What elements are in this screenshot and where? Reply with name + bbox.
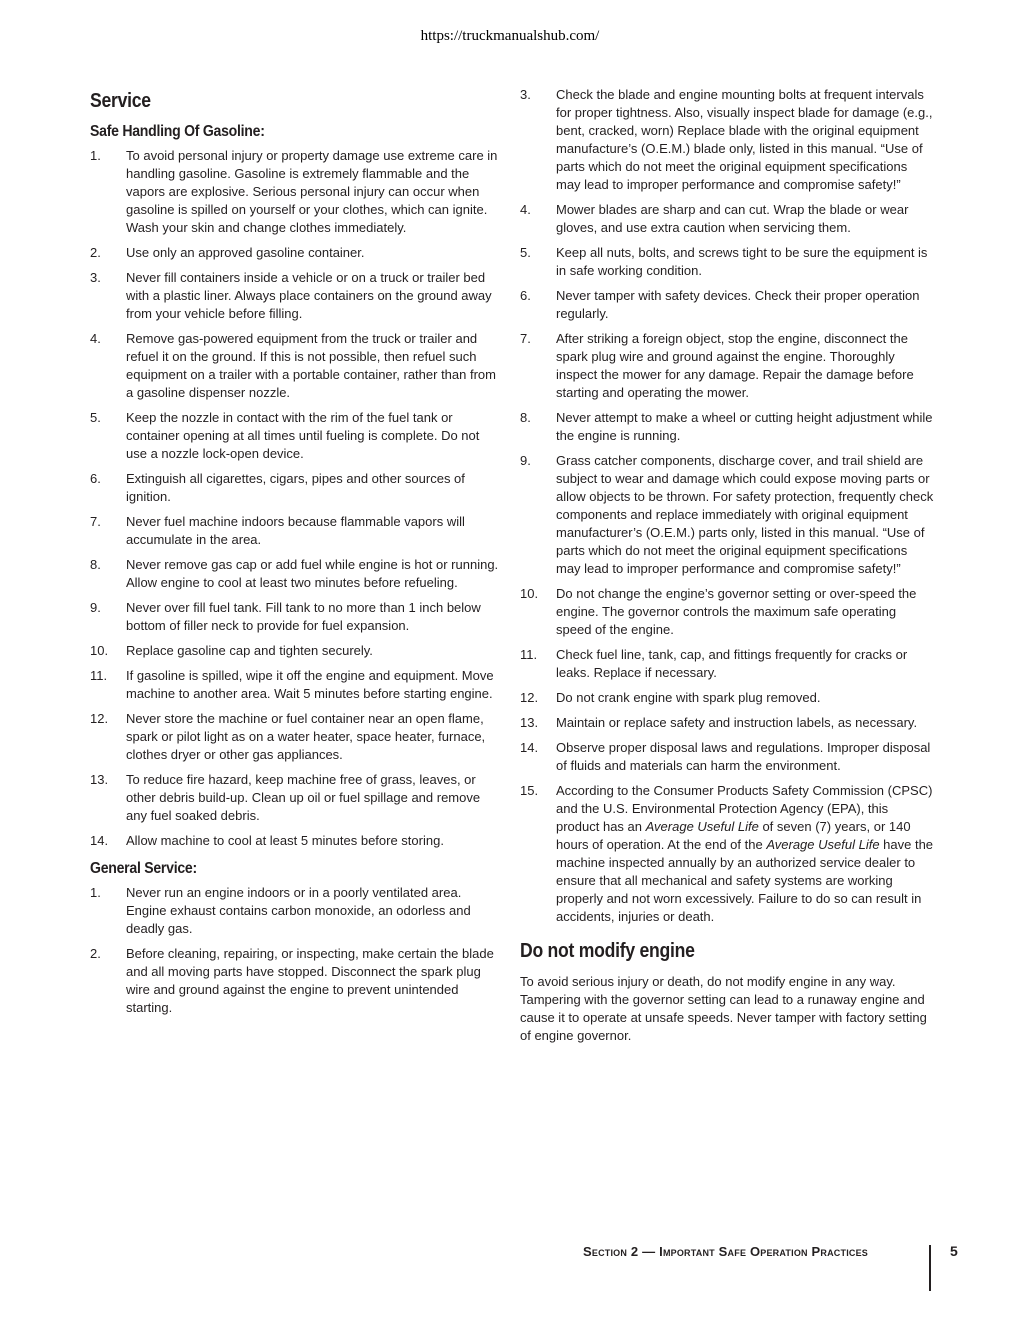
list-item [520,244,934,280]
item-number: 13. [90,772,109,787]
item-number: 10. [90,643,109,658]
list-item [90,642,502,660]
item-text: Do not crank engine with spark plug removed. [556,690,821,705]
list-item [90,884,502,938]
item-text-part: of seven (7) years, or 140 hours of operation. At the end of the [556,819,911,852]
item-text: Observe proper disposal laws and regulations. Improper disposal of fluids and materials can harm the environment. [556,740,931,773]
list-item [90,667,502,703]
item-text-emphasis: Average Useful Life [766,837,880,852]
list-item [520,714,934,732]
item-text: Check the blade and engine mounting bolts at frequent intervals for proper tightness. Also, visually inspect blade for damage (e.g., bent, cracked, worn) Replace blade with the original equipment manufacture’s (O.E.M.) blade only, listed in this manual. “Use of parts which do not meet the original equipment specifications may lead to improper performance and compromise safety!” [556,87,933,192]
page-number: 5 [950,1243,958,1259]
item-number: 14. [90,833,109,848]
item-number: 2. [90,946,101,961]
item-text: Never run an engine indoors or in a poorly ventilated area. Engine exhaust contains carbon monoxide, an odorless and deadly gas. [126,885,471,936]
item-text: Never attempt to make a wheel or cutting height adjustment while the engine is running. [556,410,933,443]
left-column [90,86,502,1024]
item-text: Extinguish all cigarettes, cigars, pipes and other sources of ignition. [126,471,465,504]
item-text: If gasoline is spilled, wipe it off the engine and equipment. Move machine to another area. Wait 5 minutes before starting engine. [126,668,494,701]
item-text: Never remove gas cap or add fuel while engine is hot or running. Allow engine to cool at least two minutes before refueling. [126,557,499,590]
item-text [556,782,934,926]
list-item [90,945,502,1017]
item-text: Remove gas-powered equipment from the truck or trailer and refuel it on the ground. If this is not possible, then refuel such equipment on a trailer with a portable container, rather than from a gasoline dispenser nozzle. [126,331,496,400]
list-item [520,646,934,682]
list-item [90,470,502,506]
item-text: Replace gasoline cap and tighten securely. [126,643,373,658]
gasoline-heading: Safe Handling Of Gasoline: [90,123,265,140]
list-item [520,739,934,775]
list-item [90,771,502,825]
item-number: 1. [90,885,101,900]
item-number: 5. [520,245,531,260]
general-service-list-left [90,884,502,1017]
item-number: 2. [90,245,101,260]
item-number: 6. [520,288,531,303]
item-number: 12. [520,690,539,705]
footer-divider [929,1245,931,1291]
item-number: 9. [90,600,101,615]
general-service-heading: General Service: [90,860,197,877]
item-number: 1. [90,148,101,163]
modify-engine-text: To avoid serious injury or death, do not modify engine in any way. Tampering with the governor setting can lead to a runaway engine and cause it to operate at unsafe speeds. Never tamper with factory setting of engine governor. [520,974,927,1043]
item-number: 7. [90,514,101,529]
item-text: Never fuel machine indoors because flammable vapors will accumulate in the area. [126,514,465,547]
item-number: 7. [520,331,531,346]
list-item [90,710,502,764]
gasoline-list [90,147,502,850]
item-text: Keep all nuts, bolts, and screws tight to be sure the equipment is in safe working condition. [556,245,928,278]
list-item [520,689,934,707]
item-number: 4. [90,331,101,346]
item-text: Never over fill fuel tank. Fill tank to no more than 1 inch below bottom of filler neck to provide for fuel expansion. [126,600,481,633]
item-number: 8. [90,557,101,572]
item-number: 13. [520,715,539,730]
item-number: 8. [520,410,531,425]
item-number: 15. [520,783,539,798]
item-text: Never store the machine or fuel container near an open flame, spark or pilot light as on a water heater, space heater, furnace, clothes dryer or other gas appliances. [126,711,486,762]
modify-engine-heading: Do not modify engine [520,940,695,962]
item-number: 6. [90,471,101,486]
list-item [90,599,502,635]
list-item [90,513,502,549]
list-item [520,86,934,194]
item-text-part: have the machine inspected annually by an authorized service dealer to ensure that all mechanical and safety systems are working properly and not worn excessively. Failure to do so can result in accidents, injuries or death. [556,837,934,924]
item-text: Never fill containers inside a vehicle or on a truck or trailer bed with a plastic liner. Always place containers on the ground away from your vehicle before filling. [126,270,492,321]
item-text: Keep the nozzle in contact with the rim of the fuel tank or container opening at all times until fueling is complete. Do not use a nozzle lock-open device. [126,410,480,461]
item-text: Before cleaning, repairing, or inspecting, make certain the blade and all moving parts have stopped. Disconnect the spark plug wire and ground against the engine to prevent unintended starting. [126,946,494,1015]
general-service-list-right [520,86,934,926]
list-item [520,585,934,639]
list-item [520,452,934,578]
footer-section-label: Section 2 — Important Safe Operation Practices [583,1244,869,1259]
item-text: To reduce fire hazard, keep machine free of grass, leaves, or other debris build-up. Clean up oil or fuel spillage and remove any fuel soaked debris. [126,772,481,823]
list-item [520,287,934,323]
item-text-emphasis: Average Useful Life [645,819,759,834]
list-item [90,269,502,323]
item-text: Maintain or replace safety and instruction labels, as necessary. [556,715,918,730]
item-number: 9. [520,453,531,468]
item-number: 5. [90,410,101,425]
list-item [90,330,502,402]
item-number: 3. [520,87,531,102]
list-item [520,201,934,237]
item-text: Grass catcher components, discharge cover, and trail shield are subject to wear and damage which could expose moving parts or allow objects to be thrown. For safety protection, frequently check components and replace immediately with original equipment manufacturer’s (O.E.M.) parts only, listed in this manual. “Use of parts which do not meet the original equipment specifications may lead to improper performance and compromise safety!” [556,453,934,576]
item-number: 12. [90,711,109,726]
item-text: After striking a foreign object, stop the engine, disconnect the spark plug wire and ground against the engine. Thoroughly inspect the mower for any damage. Repair the damage before starting and operating the mower. [556,331,914,400]
item-text-part: According to the Consumer Products Safety Commission (CPSC) and the U.S. Environmental Protection Agency (EPA), this product has an [556,783,933,834]
item-number: 11. [90,668,108,683]
item-text: Never tamper with safety devices. Check their proper operation regularly. [556,288,920,321]
item-number: 4. [520,202,531,217]
item-text: To avoid personal injury or property damage use extreme care in handling gasoline. Gasoline is extremely flammable and the vapors are explosive. Serious personal injury can occur when gasoline is spilled on yourself or your clothes, which can ignite. Wash your skin and change clothes immediately. [126,148,498,235]
item-text: Mower blades are sharp and can cut. Wrap the blade or wear gloves, and use extra caution when servicing them. [556,202,909,235]
item-number: 3. [90,270,101,285]
list-item [520,330,934,402]
item-text: Allow machine to cool at least 5 minutes before storing. [126,833,444,848]
section-title: Service [90,90,151,112]
right-column [520,86,934,1045]
list-item [520,409,934,445]
item-text: Use only an approved gasoline container. [126,245,365,260]
list-item [90,409,502,463]
list-item [90,832,502,850]
item-number: 11. [520,647,538,662]
item-number: 14. [520,740,539,755]
list-item [90,556,502,592]
list-item [90,244,502,262]
source-url: https://truckmanualshub.com/ [420,28,600,44]
item-number: 10. [520,586,539,601]
item-text: Check fuel line, tank, cap, and fittings frequently for cracks or leaks. Replace if necessary. [556,647,908,680]
item-text: Do not change the engine’s governor setting or over-speed the engine. The governor controls the maximum safe operating speed of the engine. [556,586,917,637]
list-item [90,147,502,237]
list-item [520,782,934,926]
